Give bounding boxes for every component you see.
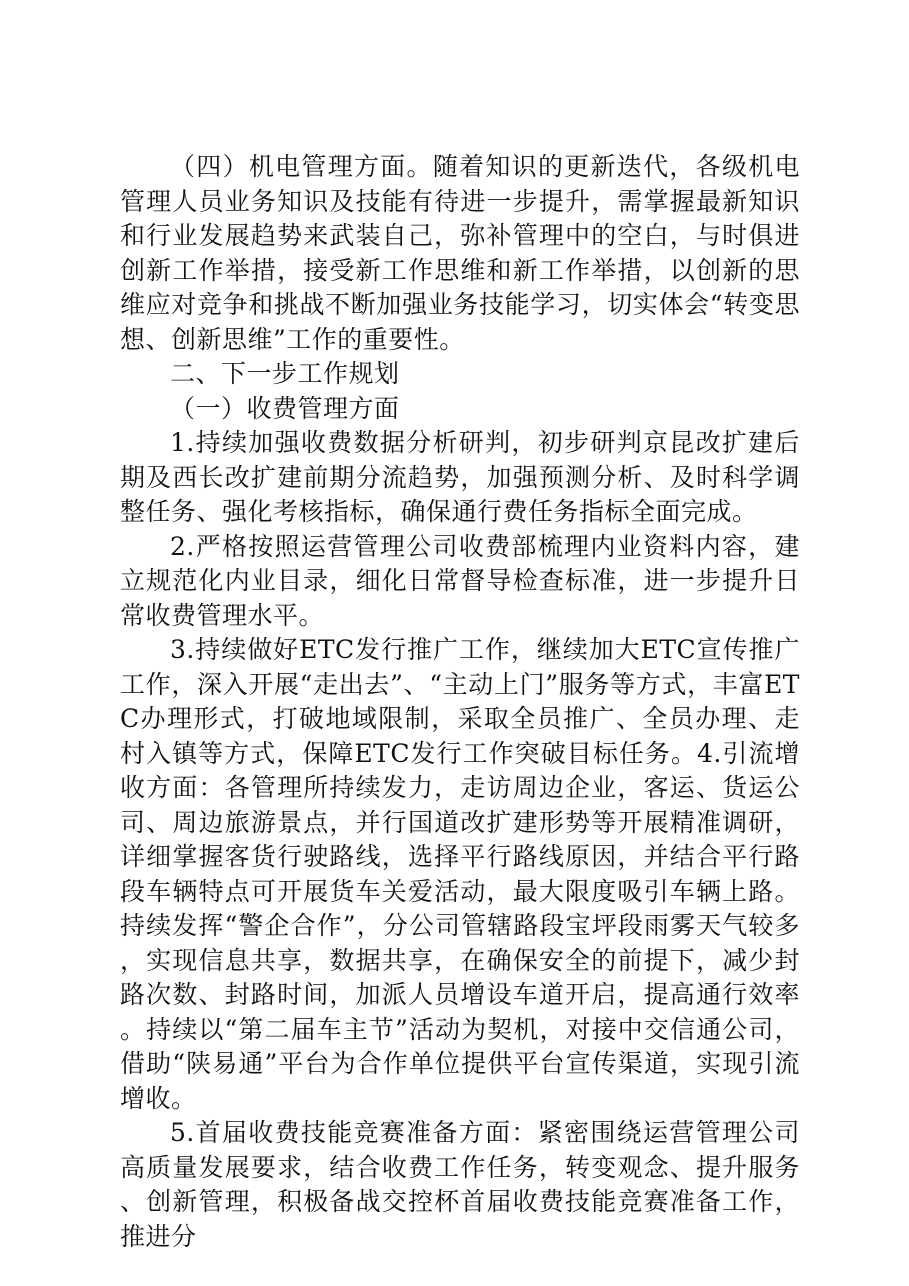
paragraph-electromechanical-management: （四）机电管理方面。随着知识的更新迭代，各级机电管理人员业务知识及技能有待进一步提升，需掌握最新知识和行业发展趋势来武装自己，弥补管理中的空白，与时俱进创新工作举措，接受新工作思维和新工作举措，以创新的思维应对竞争和挑战不断加强业务技能学习，切实体会“转变思想、创新思维”工作的重要性。 [120, 152, 800, 354]
paragraph-item-3: 3.持续做好ETC发行推广工作，继续加大ETC宣传推广工作，深入开展“走出去”、“主动上门”服务等方式，丰富ETC办理形式，打破地域限制，采取全员推广、全员办理、走村入镇等方式，保障ETC发行工作突破目标任务。4.引流增收方面：各管理所持续发力，走访周边企业，客运、货运公司、周边旅游景点，并行国道改扩建形势等开展精准调研，详细掌握客货行驶路线，选择平行路线原因，并结合平行路段车辆特点可开展货车关爱活动，最大限度吸引车辆上路。持续发挥“警企合作”，分公司管辖路段宝坪段雨雾天气较多，实现信息共享，数据共享，在确保安全的前提下，减少封路次数、封路时间，加派人员增设车道开启，提高通行效率。持续以“第二届车主节”活动为契机，对接中交信通公司，借助“陕易通”平台为合作单位提供平台宣传渠道，实现引流增收。 [120, 635, 800, 1113]
paragraph-item-2: 2.严格按照运营管理公司收费部梳理内业资料内容，建立规范化内业目录，细化日常督导检查标准，进一步提升日常收费管理水平。 [120, 531, 800, 630]
paragraph-item-5: 5.首届收费技能竞赛准备方面：紧密围绕运营管理公司高质量发展要求，结合收费工作任务，转变观念、提升服务、创新管理，积极备战交控杯首届收费技能竞赛准备工作，推进分 [120, 1118, 800, 1251]
section-heading-next-plan: 二、下一步工作规划 [170, 359, 400, 388]
subsection-heading-toll-management: （一）收费管理方面 [170, 393, 400, 423]
paragraph-item-1: 1.持续加强收费数据分析研判，初步研判京昆改扩建后期及西长改扩建前期分流趋势，加强预测分析、及时科学调整任务、强化考核指标，确保通行费任务指标全面完成。 [120, 428, 800, 526]
document-body [120, 150, 800, 1254]
